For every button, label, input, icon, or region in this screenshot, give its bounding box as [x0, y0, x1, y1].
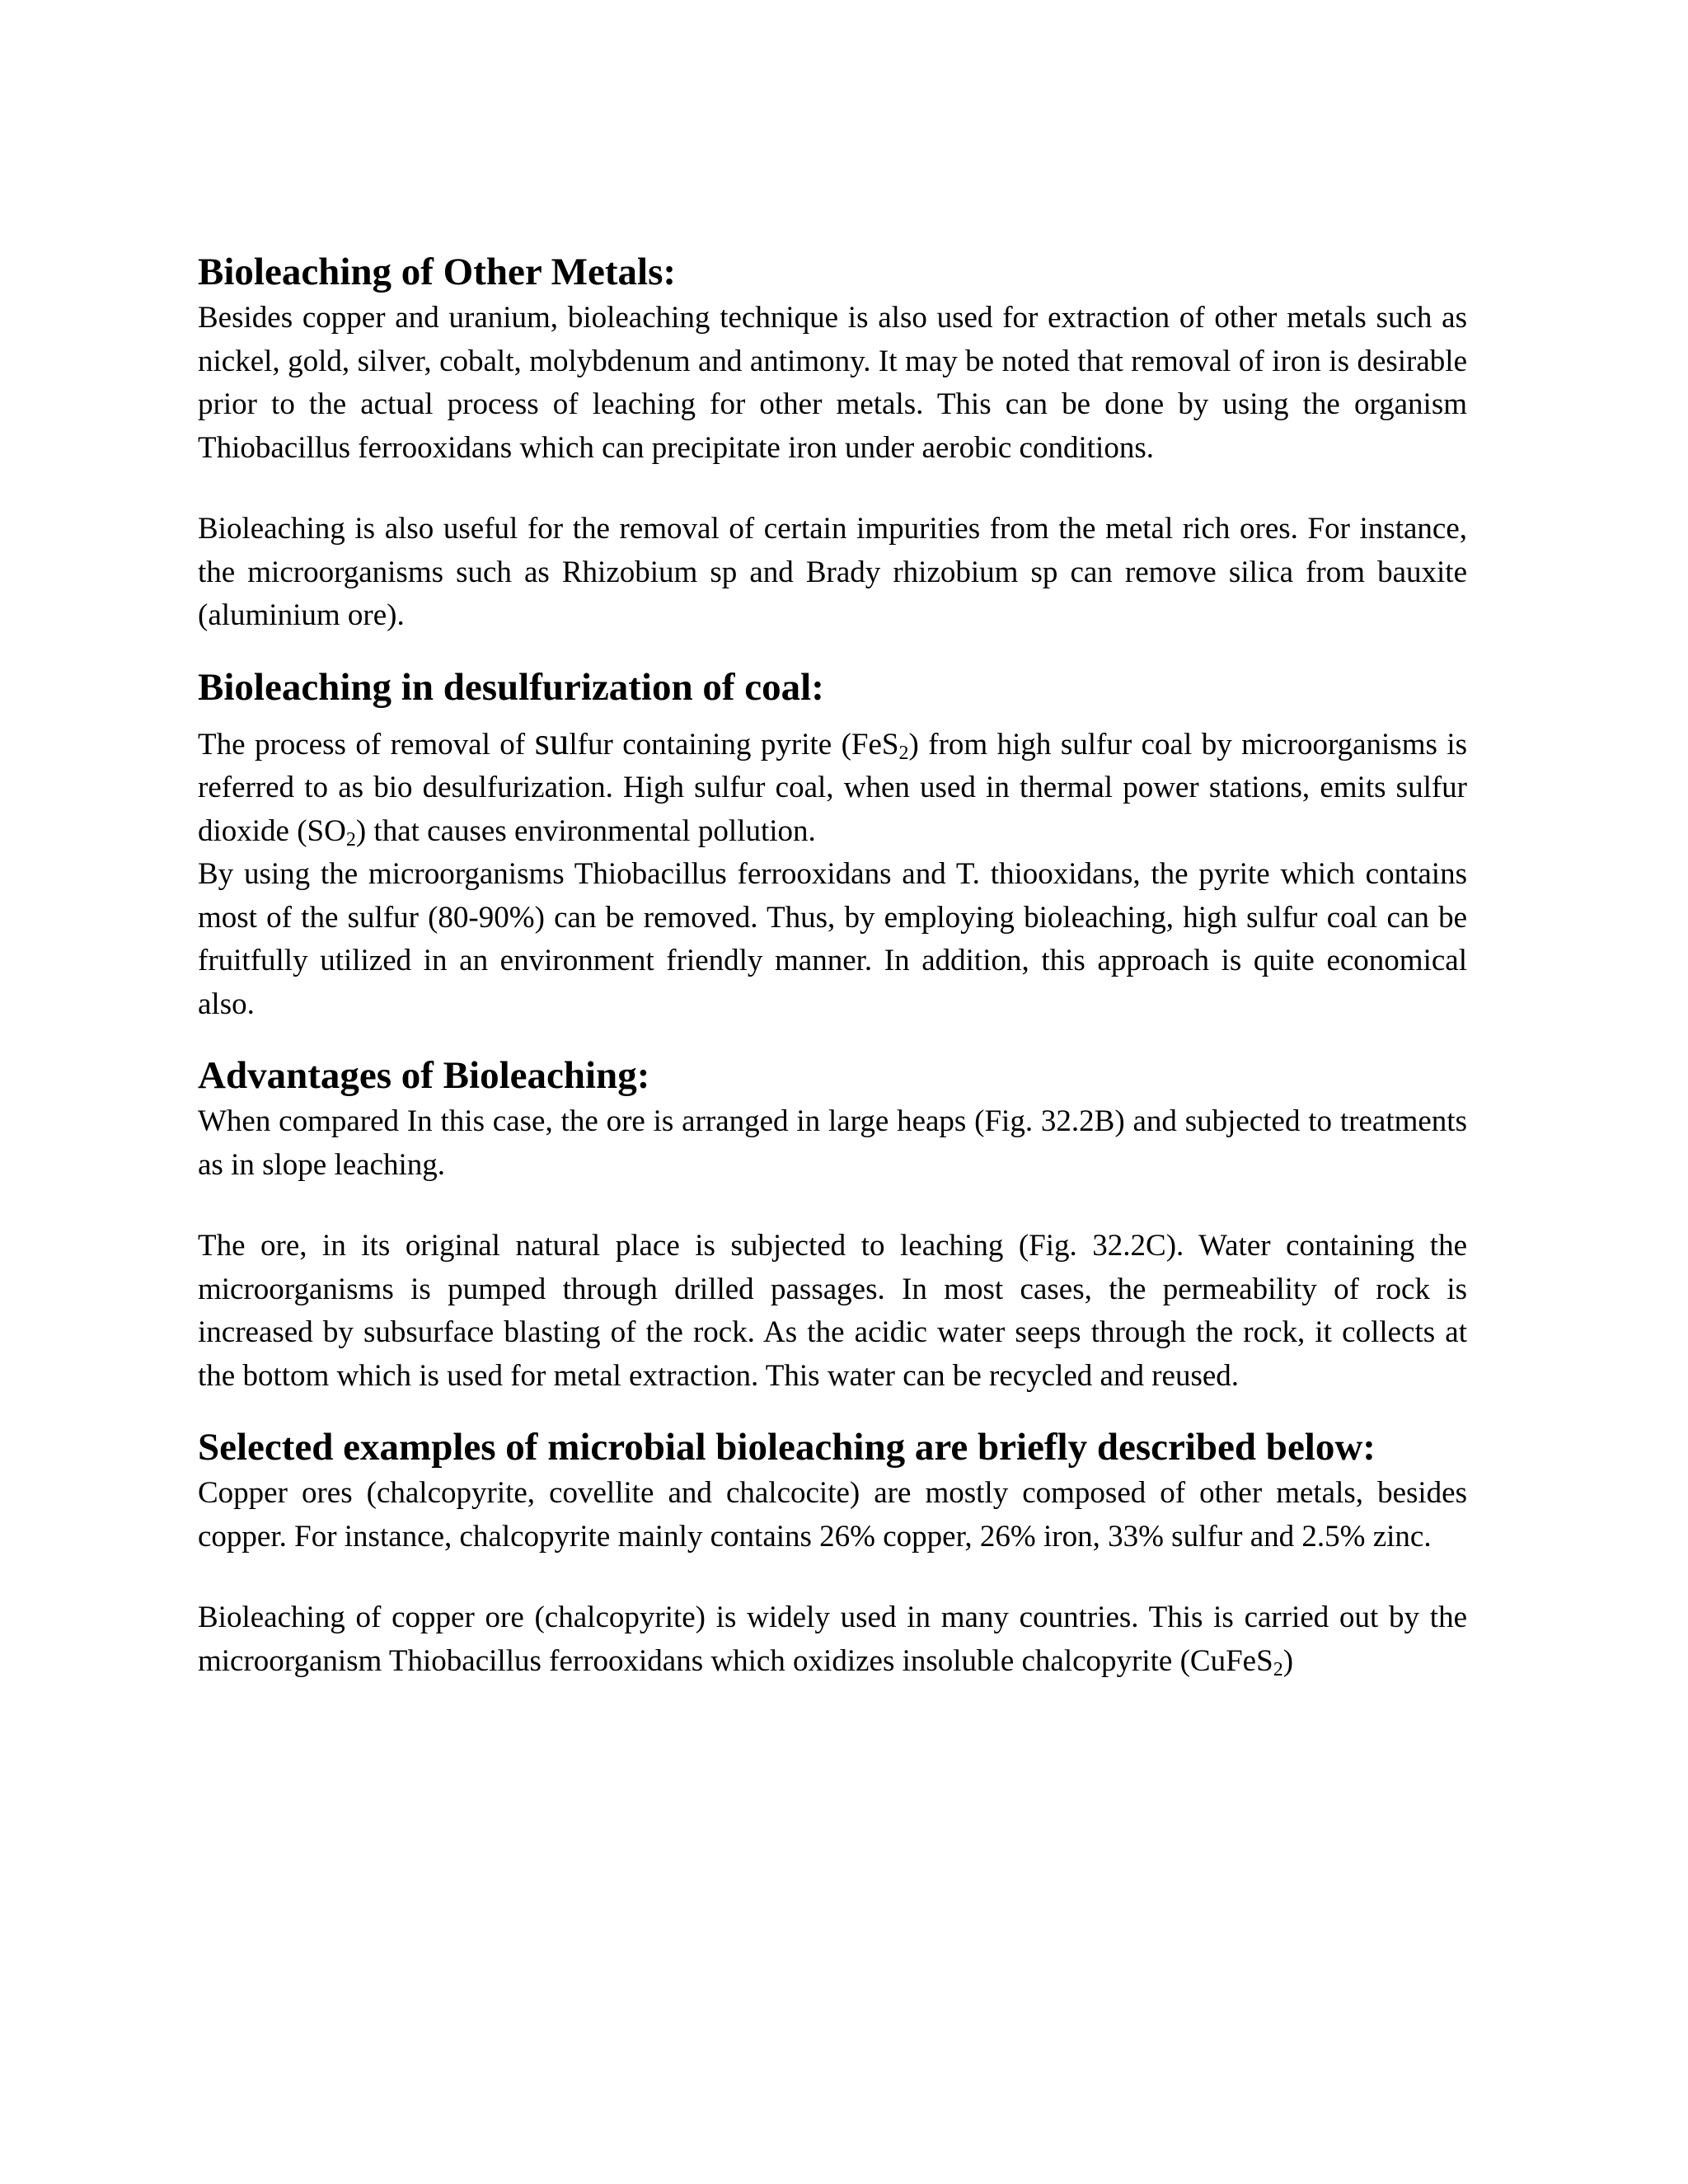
section-heading-advantages: Advantages of Bioleaching: — [198, 1054, 650, 1097]
paragraph-heap-leaching: When compared In this case, the ore is arranged in large heaps (Fig. 32.2B) and subjected to treatments as in slope leaching. — [198, 1104, 1467, 1182]
paragraph-copper-ores: Copper ores (chalcopyrite, covellite and chalcocite) are mostly composed of other metals, besides copper. For instance, chalcopyrite mainly contains 26% copper, 26% iron, 33% sulfur and 2.5% zinc. — [198, 1476, 1467, 1554]
paragraph-other-metals: Besides copper and uranium, bioleaching technique is also used for extraction of other metals such as nickel, gold, silver, cobalt, molybdenum and antimony. It may be noted that removal of iron is desirable prior to the actual process of leaching for other metals. This can be done by using the organism Thiobacillus ferrooxidans which can precipitate iron under aerobic conditions. — [198, 301, 1467, 465]
section-heading-other-metals: Bioleaching of Other Metals: — [198, 251, 677, 293]
paragraph-pyrite-removal: By using the microorganisms Thiobacillus ferrooxidans and T. thiooxidans, the pyrite which contains most of the sulfur (80-90%) can be removed. Thus, by employing bioleaching, high sulfur coal can be fruitfully utilized in an environment friendly manner. In addition, this approach is quite economical also. — [198, 857, 1467, 1021]
section-heading-desulfurization: Bioleaching in desulfurization of coal: — [198, 665, 824, 709]
paragraph-impurities-removal: Bioleaching is also useful for the removal of certain impurities from the metal rich ores. For instance, the microorganisms such as Rhizobium sp and Brady rhizobium sp can remove silica from bauxite (aluminium ore). — [198, 512, 1467, 632]
document-page — [198, 247, 1467, 1683]
section-heading-selected-examples: Selected examples of microbial bioleaching are briefly described below: — [198, 1426, 1376, 1469]
paragraph-desulfurization: The process of removal of sulfur containing pyrite (FeS$_2$) from high sulfur coal by microorganisms is referred to as bio desulfurization. High sulfur coal, when used in thermal power stations, emits sulfur dioxide $(SO_2)$ that causes environmental pollution. — [198, 719, 1467, 851]
paragraph-in-situ-leaching: The ore, in its original natural place is subjected to leaching (Fig. 32.2C). Water containing the microorganisms is pumped through drilled passages. In most cases, the permeability of rock is increased by subsurface blasting of the rock. As the acidic water seeps through the rock, it collects at the bottom which is used for metal extraction. This water can be recycled and reused. — [198, 1229, 1467, 1393]
paragraph-copper-bioleaching: Bioleaching of copper ore (chalcopyrite) is widely used in many countries. This is carried out by the microorganism Thiobacillus ferrooxidans which oxidizes insoluble chalcopyrite (CuFeS$_2$) — [198, 1601, 1467, 1680]
